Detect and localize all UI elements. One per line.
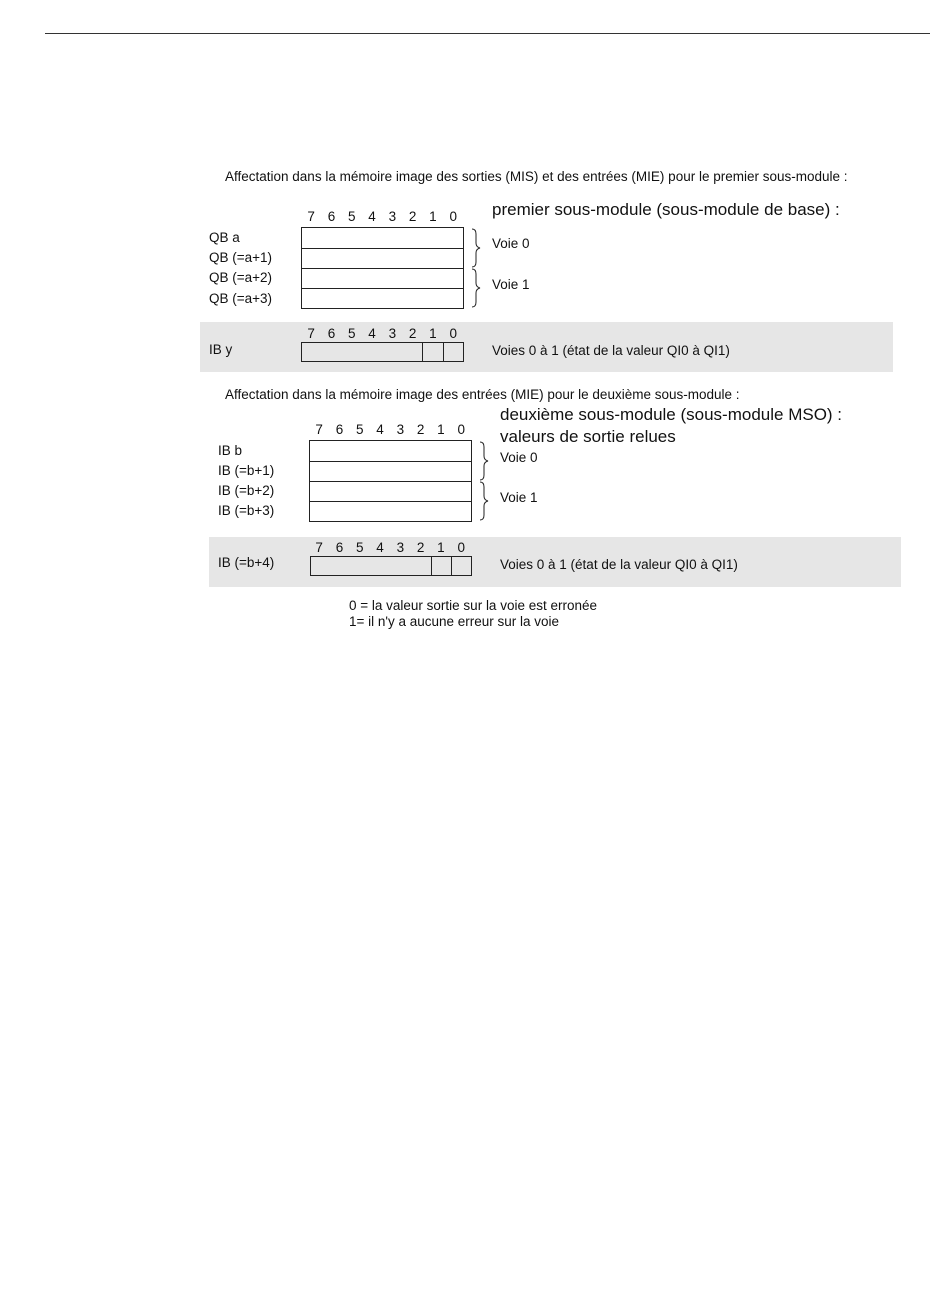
status-register bbox=[310, 556, 472, 576]
bit0-cell-divider bbox=[451, 557, 452, 575]
status-byte-label: IB y bbox=[209, 342, 233, 357]
output-byte-label: QB (=a+2) bbox=[209, 270, 273, 285]
status1-bit-labels bbox=[301, 326, 463, 341]
bit-label: 7 bbox=[307, 209, 315, 224]
bit-label: 5 bbox=[347, 209, 356, 224]
bit-label: 5 bbox=[355, 422, 364, 437]
bit-label: 4 bbox=[368, 326, 376, 341]
bit-label: 2 bbox=[408, 326, 417, 341]
bit-label: 3 bbox=[396, 540, 405, 555]
bit-label: 2 bbox=[408, 209, 417, 224]
input-byte-label: IB (=b+3) bbox=[218, 503, 275, 518]
bit-label: 1 bbox=[429, 209, 437, 224]
section1-bit-labels bbox=[301, 209, 463, 224]
register-row-divider bbox=[310, 481, 471, 482]
output-byte-label: QB a bbox=[209, 230, 240, 245]
bit0-cell-divider bbox=[443, 343, 444, 361]
output-byte-label: QB (=a+1) bbox=[209, 250, 273, 265]
bit-label: 5 bbox=[347, 326, 356, 341]
bit-label: 7 bbox=[307, 326, 315, 341]
bit1-cell-divider bbox=[422, 343, 423, 361]
bit1-cell-divider bbox=[431, 557, 432, 575]
section1-heading: Affectation dans la mémoire image des sorties (MIS) et des entrées (MIE) pour le premier sous-module : bbox=[225, 169, 848, 184]
bit-label: 6 bbox=[327, 209, 336, 224]
bit-label: 4 bbox=[376, 540, 384, 555]
bit-label: 3 bbox=[396, 422, 405, 437]
bit-label: 4 bbox=[376, 422, 384, 437]
input-register-table bbox=[309, 440, 472, 522]
register-row-divider bbox=[310, 501, 471, 502]
bit-label: 6 bbox=[327, 326, 336, 341]
bit-label: 1 bbox=[437, 422, 445, 437]
register-row-divider bbox=[302, 288, 463, 289]
section2-title-line2: valeurs de sortie relues bbox=[500, 427, 676, 446]
status-description: Voies 0 à 1 (état de la valeur QI0 à QI1) bbox=[492, 343, 730, 358]
register-row-divider bbox=[310, 461, 471, 462]
channel0-label: Voie 0 bbox=[500, 450, 538, 465]
bit-label: 1 bbox=[437, 540, 445, 555]
bit-label: 0 bbox=[449, 209, 457, 224]
register-row-divider bbox=[302, 268, 463, 269]
bit-label: 1 bbox=[429, 326, 437, 341]
bit-label: 2 bbox=[416, 540, 425, 555]
channel0-label: Voie 0 bbox=[492, 236, 530, 251]
section2-title-line1: deuxième sous-module (sous-module MSO) : bbox=[500, 405, 843, 424]
status-byte-label: IB (=b+4) bbox=[218, 555, 275, 570]
bit-label: 0 bbox=[457, 422, 465, 437]
bit-label: 5 bbox=[355, 540, 364, 555]
bit-label: 3 bbox=[388, 209, 397, 224]
output-byte-label: QB (=a+3) bbox=[209, 291, 273, 306]
bit-label: 0 bbox=[449, 326, 457, 341]
status-description: Voies 0 à 1 (état de la valeur QI0 à QI1) bbox=[500, 557, 738, 572]
status2-bit-labels bbox=[309, 540, 471, 555]
section2-bit-labels bbox=[309, 422, 471, 437]
legend-line-1: 1= il n'y a aucune erreur sur la voie bbox=[349, 614, 560, 629]
channel0-brace bbox=[478, 441, 492, 483]
bit-label: 0 bbox=[457, 540, 465, 555]
bit-label: 7 bbox=[315, 540, 323, 555]
bit-label: 6 bbox=[335, 540, 344, 555]
input-byte-label: IB (=b+1) bbox=[218, 463, 275, 478]
bit-label: 3 bbox=[388, 326, 397, 341]
bit-label: 4 bbox=[368, 209, 376, 224]
bit-label: 7 bbox=[315, 422, 323, 437]
output-register-table bbox=[301, 227, 464, 309]
register-row-divider bbox=[302, 248, 463, 249]
channel1-label: Voie 1 bbox=[492, 277, 530, 292]
bit-label: 2 bbox=[416, 422, 425, 437]
header-rule bbox=[45, 33, 930, 34]
section2-heading: Affectation dans la mémoire image des entrées (MIE) pour le deuxième sous-module : bbox=[225, 387, 740, 402]
bit-label: 6 bbox=[335, 422, 344, 437]
input-byte-label: IB (=b+2) bbox=[218, 483, 275, 498]
status-register bbox=[301, 342, 464, 362]
channel1-label: Voie 1 bbox=[500, 490, 538, 505]
channel1-brace bbox=[478, 481, 492, 523]
legend-line-0: 0 = la valeur sortie sur la voie est erronée bbox=[349, 598, 598, 613]
input-byte-label: IB b bbox=[218, 443, 243, 458]
section1-title: premier sous-module (sous-module de base) : bbox=[492, 200, 840, 219]
channel1-brace bbox=[470, 268, 484, 310]
